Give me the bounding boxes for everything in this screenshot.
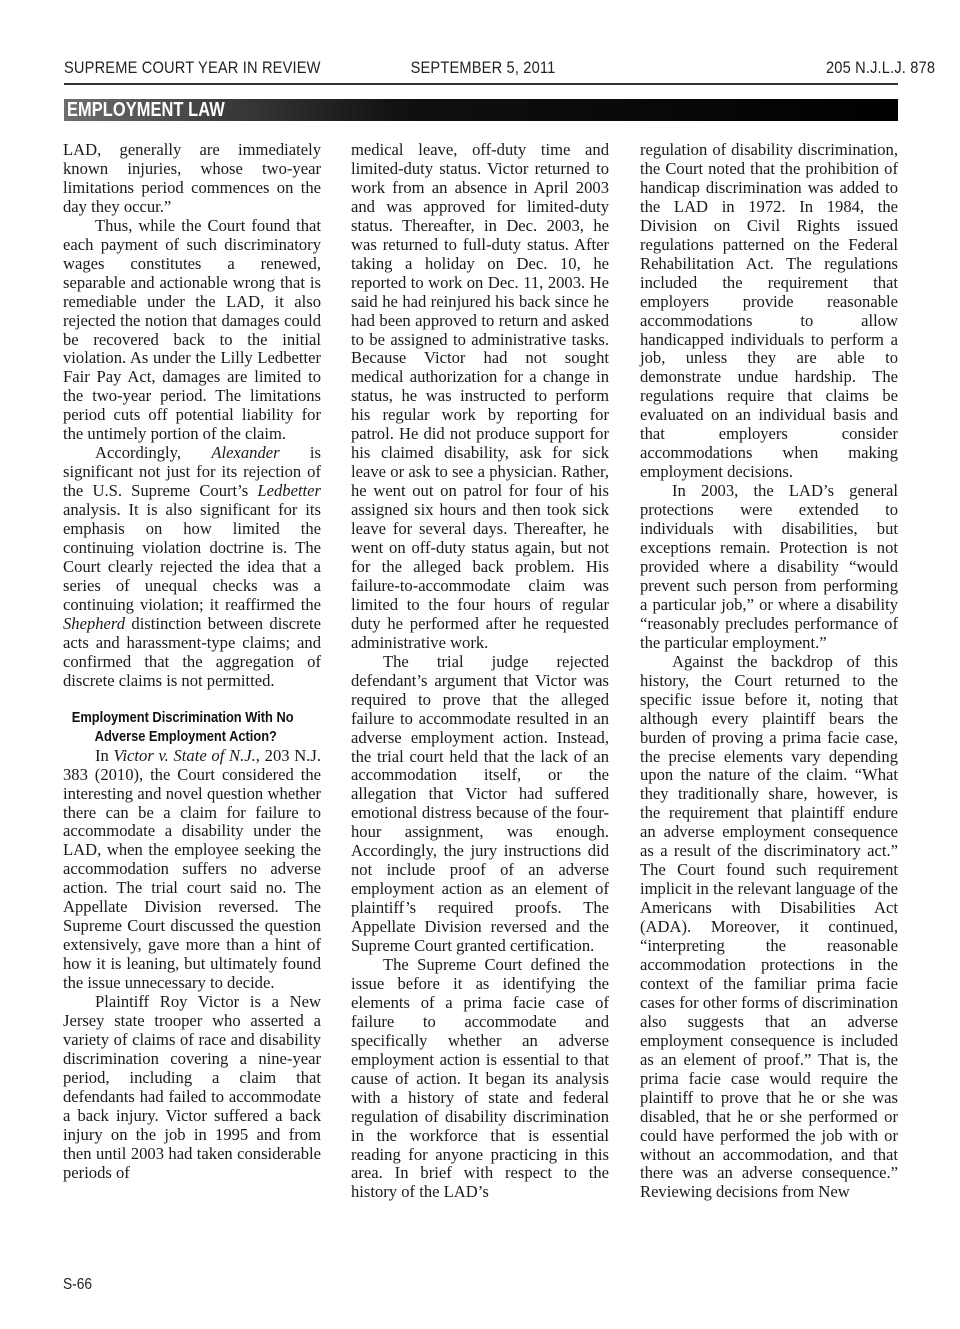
- text-column-3: [640, 141, 898, 1202]
- paragraph-text: Against the backdrop of this history, the Court returned to the specific issue before it, noting that although every plaintiff bears the burden of proving a prima facie case, the precise elements vary depending upon the nature of the claim. “What they traditionally share, however, is the requirement that plaintiff endure an adverse employment consequence as a result of the discriminatory act.” The Court found such requirement implicit in the relevant language of the Americans with Disabilities Act (ADA). Moreover, it continued, “interpreting the reasonable accommodation protections in the context of the familiar prima facie cases for other forms of discrimination also suggests that an adverse employment consequence is included as an element of proof.” That is, the prima facie case would require the plaintiff to prove that he or she was disabled, that he or she performed or could have performed the job with or without an accommodation, and that there was an adverse consequence.” Reviewing decisions from New: [640, 651, 898, 1202]
- case-name-italic: Ledbetter: [257, 481, 321, 501]
- subheading-line-2: Adverse Employment Action?: [94, 728, 277, 745]
- paragraph-text: , 203 N.J. 383 (2010), the Court considered the interesting and novel question whether there can be a claim for failure to accommodate a disability under the LAD, when the employee seeking the accommodation suffers no adverse action. The trial court said no. The Appellate Division reversed. The Supreme Court discussed the question extensively, gave more than a hint of how it is leaning, but ultimately found the issue unnecessary to decide.: [63, 745, 321, 993]
- case-name-italic: Alexander: [211, 443, 280, 463]
- body-paragraph: [63, 747, 321, 993]
- header-rule: [64, 83, 898, 85]
- paragraph-text: LAD, generally are immediately known injuries, whose two-year limitations period commences on the day they occur.”: [63, 140, 321, 216]
- text-column-1: [63, 141, 321, 1183]
- body-paragraph: [351, 141, 609, 653]
- text-column-2: [351, 141, 609, 1202]
- column-1-paragraphs: [63, 141, 321, 691]
- case-name-italic: Victor v. State of N.J.: [113, 745, 256, 765]
- paragraph-text: medical leave, off-duty time and limited-duty status. Victor returned to work from an absence in April 2003 and was approved for limited-duty status. Thereafter, in Dec. 2003, he was returned to full-duty status. After taking a holiday on Dec. 10, he reported to work on Dec. 11, 2003. He said he had reinjured his back since he had been approved to return and asked to be assigned to administrative tasks. Because Victor had not sought medical authorization for a change in status, he was instructed to perform his regular work by reporting for patrol. He did not produce support for his claimed disability, ask for sick leave or ask to see a physician. Rather, he went out on patrol for four of his assigned six hours and then took sick leave for several days. Thereafter, he went on off-duty status again, but not for the alleged back problem. His failure-to-accommodate claim was limited to the four hours of regular duty he performed after he requested administrative work.: [351, 140, 609, 652]
- paragraph-text: In: [95, 745, 114, 765]
- paragraph-text: Thus, while the Court found that each payment of such discriminatory wages constitutes a renewed, separable and actionable wrong that is remediable under the LAD, it also rejected the notion that damages could be recovered back to the initial violation. As under the Lilly Ledbetter Fair Pay Act, damages are limited to the two-year period. The limitations period cuts off potential liability for the untimely portion of the claim.: [63, 215, 321, 444]
- column-3-paragraphs: [640, 141, 898, 1202]
- paragraph-text: distinction between discrete acts and harassment-type claims; and confirmed that the aggregation of discrete claims is not permitted.: [63, 613, 321, 690]
- paragraph-text: The trial judge rejected defendant’s argument that Victor was required to prove that the alleged failure to accommodate resulted in an adverse employment action. Instead, the trial court held that the lack of an accommodation itself, or the allegation that Victor had suffered emotional distress because of the four-hour assignment, was enough. Accordingly, the jury instructions did not include proof of an adverse employment action as an element of plaintiff’s required proofs. The Appellate Division reversed and the Supreme Court granted certification.: [351, 651, 609, 956]
- page-number: S-66: [63, 1276, 93, 1293]
- paragraph-text: Plaintiff Roy Victor is a New Jersey state trooper who asserted a variety of claims of race and disability discrimination covering a nine-year period, including a claim that defendants had failed to accommodate a back injury. Victor suffered a back injury on the job in 1995 and from then until 2003 had taken considerable periods of: [63, 992, 321, 1182]
- body-paragraph: [640, 141, 898, 482]
- body-paragraph: [63, 993, 321, 1183]
- paragraph-text: The Supreme Court defined the issue before it as identifying the elements of a prima facie case of failure to accommodate and specifically whether an adverse employment action is essential to that cause of action. It began its analysis with a history of state and federal regulation of disability discrimination in the workforce that is essential reading for anyone practicing in this area. In brief with respect to the history of the LAD’s: [351, 954, 609, 1202]
- paragraph-text: regulation of disability discrimination, the Court noted that the prohibition of handicap discrimination was added to the LAD in 1972. In 1984, the Division on Civil Rights issued regulations patterned on the Federal Rehabilitation Act. The regulations included the requirement that employers provide reasonable accommodations to allow handicapped individuals to perform a job, unless they are able to demonstrate undue hardship. The regulations require that claims be evaluated on an individual basis and that employers consider accommodations when making employment decisions.: [640, 140, 898, 482]
- running-head: [64, 58, 936, 82]
- subheading-line-1: Employment Discrimination With No: [71, 709, 294, 726]
- body-paragraph: [351, 956, 609, 1202]
- subheading: [63, 709, 323, 747]
- paragraph-text: is significant not just for its rejection of the U.S. Supreme Court’s: [63, 443, 321, 501]
- issue-date: SEPTEMBER 5, 2011: [410, 58, 556, 77]
- body-paragraph: [351, 653, 609, 956]
- column-1-paragraphs-after: [63, 747, 321, 1183]
- journal-citation: 205 N.J.L.J. 878: [825, 58, 936, 77]
- column-2-paragraphs: [351, 141, 609, 1202]
- body-paragraph: [640, 653, 898, 1203]
- case-name-italic: Shepherd: [63, 613, 126, 633]
- body-paragraph: [63, 444, 321, 690]
- publication-title: SUPREME COURT YEAR IN REVIEW: [64, 58, 321, 77]
- paragraph-text: In 2003, the LAD’s general protections were extended to individuals with disabilities, but exceptions remain. Protection is not provided where a disability “would prevent such person from performing a particular job,” or where a disability “reasonably precludes performance of the particular employment.”: [640, 481, 898, 652]
- body-paragraph: [63, 217, 321, 444]
- paragraph-text: Accordingly,: [95, 443, 212, 463]
- body-paragraph: [640, 482, 898, 653]
- section-title: EMPLOYMENT LAW: [67, 99, 225, 121]
- paragraph-text: analysis. It is also significant for its emphasis on how limited the continuing violation doctrine is. The Court clearly rejected the idea that a series of unequal checks was a continuing violation; it reaffirmed the: [63, 500, 321, 614]
- body-paragraph: [63, 141, 321, 217]
